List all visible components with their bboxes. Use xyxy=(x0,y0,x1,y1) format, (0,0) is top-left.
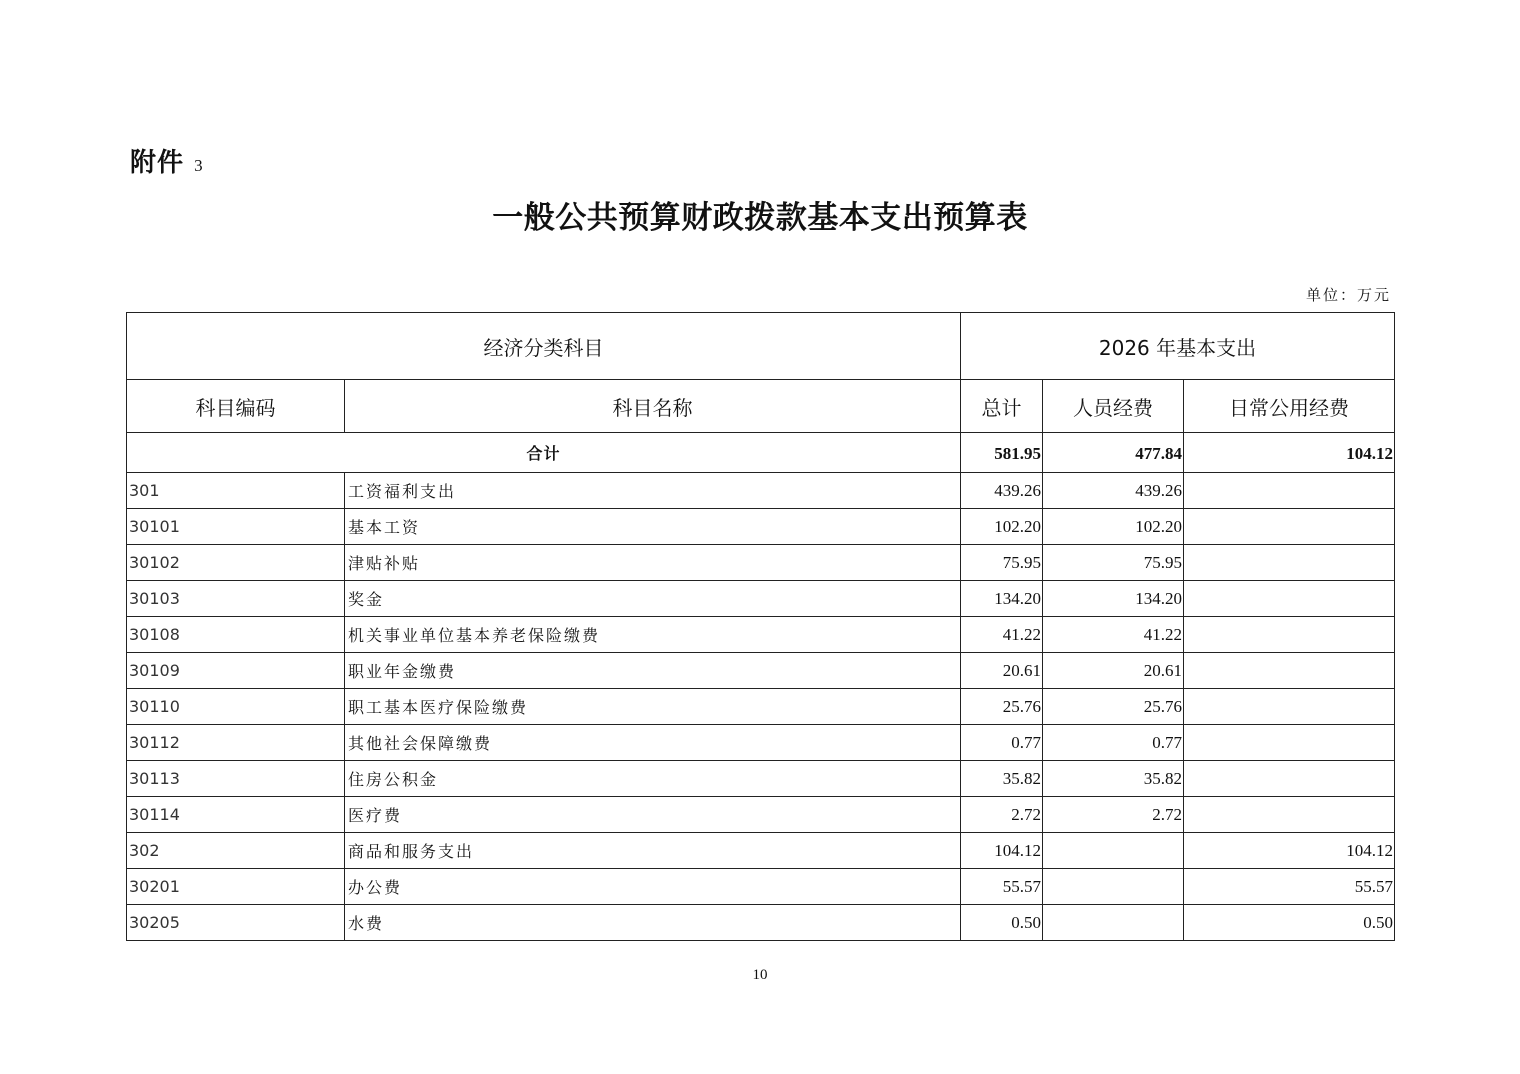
row-code: 30112 xyxy=(127,725,345,761)
row-public xyxy=(1184,617,1395,653)
header-basic-expenditure: 2026 年基本支出 xyxy=(961,313,1395,380)
row-code: 30114 xyxy=(127,797,345,833)
row-personnel: 75.95 xyxy=(1043,545,1184,581)
total-personnel: 477.84 xyxy=(1043,433,1184,473)
row-name: 职工基本医疗保险缴费 xyxy=(345,689,961,725)
row-personnel: 2.72 xyxy=(1043,797,1184,833)
row-code: 30102 xyxy=(127,545,345,581)
row-public: 55.57 xyxy=(1184,869,1395,905)
row-public xyxy=(1184,797,1395,833)
table-row xyxy=(127,617,1395,653)
row-personnel xyxy=(1043,905,1184,941)
row-public xyxy=(1184,473,1395,509)
column-header-personnel: 人员经费 xyxy=(1043,380,1184,433)
row-public xyxy=(1184,545,1395,581)
table-row xyxy=(127,545,1395,581)
row-name: 津贴补贴 xyxy=(345,545,961,581)
total-public: 104.12 xyxy=(1184,433,1395,473)
table-row xyxy=(127,653,1395,689)
header-row-columns xyxy=(127,380,1395,433)
attachment-text: 附件 xyxy=(130,148,185,178)
row-personnel xyxy=(1043,833,1184,869)
row-public xyxy=(1184,761,1395,797)
row-personnel xyxy=(1043,869,1184,905)
row-total: 134.20 xyxy=(961,581,1043,617)
row-public: 104.12 xyxy=(1184,833,1395,869)
row-total: 75.95 xyxy=(961,545,1043,581)
row-personnel: 439.26 xyxy=(1043,473,1184,509)
row-personnel: 0.77 xyxy=(1043,725,1184,761)
row-public: 0.50 xyxy=(1184,905,1395,941)
row-code: 30103 xyxy=(127,581,345,617)
table-row xyxy=(127,725,1395,761)
row-public xyxy=(1184,509,1395,545)
row-name: 职业年金缴费 xyxy=(345,653,961,689)
table-row xyxy=(127,581,1395,617)
row-name: 办公费 xyxy=(345,869,961,905)
row-total: 439.26 xyxy=(961,473,1043,509)
header-economic-classification: 经济分类科目 xyxy=(127,313,961,380)
row-name: 住房公积金 xyxy=(345,761,961,797)
table-row xyxy=(127,797,1395,833)
table-row xyxy=(127,905,1395,941)
row-code: 301 xyxy=(127,473,345,509)
row-code: 30205 xyxy=(127,905,345,941)
row-name: 医疗费 xyxy=(345,797,961,833)
row-public xyxy=(1184,653,1395,689)
table-row xyxy=(127,833,1395,869)
row-total: 35.82 xyxy=(961,761,1043,797)
row-name: 基本工资 xyxy=(345,509,961,545)
row-name: 商品和服务支出 xyxy=(345,833,961,869)
total-label: 合计 xyxy=(127,433,961,473)
row-name: 水费 xyxy=(345,905,961,941)
row-public xyxy=(1184,725,1395,761)
row-total: 104.12 xyxy=(961,833,1043,869)
attachment-number: 3 xyxy=(194,156,204,175)
row-name: 奖金 xyxy=(345,581,961,617)
table-row xyxy=(127,473,1395,509)
table-row xyxy=(127,761,1395,797)
page-number: 10 xyxy=(752,967,768,983)
row-total: 20.61 xyxy=(961,653,1043,689)
row-code: 302 xyxy=(127,833,345,869)
column-header-public: 日常公用经费 xyxy=(1184,380,1395,433)
row-personnel: 102.20 xyxy=(1043,509,1184,545)
row-personnel: 41.22 xyxy=(1043,617,1184,653)
row-code: 30113 xyxy=(127,761,345,797)
table-row xyxy=(127,689,1395,725)
row-public xyxy=(1184,689,1395,725)
row-name: 其他社会保障缴费 xyxy=(345,725,961,761)
total-sum: 581.95 xyxy=(961,433,1043,473)
attachment-label xyxy=(130,142,205,179)
row-code: 30109 xyxy=(127,653,345,689)
table-row xyxy=(127,509,1395,545)
column-header-name: 科目名称 xyxy=(345,380,961,433)
row-code: 30101 xyxy=(127,509,345,545)
header-row-group xyxy=(127,313,1395,380)
total-row xyxy=(127,433,1395,473)
page-title: 一般公共预算财政拨款基本支出预算表 xyxy=(492,200,1028,236)
row-personnel: 35.82 xyxy=(1043,761,1184,797)
row-code: 30108 xyxy=(127,617,345,653)
row-public xyxy=(1184,581,1395,617)
budget-table xyxy=(126,312,1395,941)
unit-label: 单位：万元 xyxy=(1305,286,1391,304)
row-total: 41.22 xyxy=(961,617,1043,653)
row-personnel: 20.61 xyxy=(1043,653,1184,689)
row-personnel: 25.76 xyxy=(1043,689,1184,725)
table-row xyxy=(127,869,1395,905)
row-total: 55.57 xyxy=(961,869,1043,905)
row-code: 30201 xyxy=(127,869,345,905)
row-total: 102.20 xyxy=(961,509,1043,545)
column-header-total: 总计 xyxy=(961,380,1043,433)
row-total: 0.50 xyxy=(961,905,1043,941)
row-code: 30110 xyxy=(127,689,345,725)
row-personnel: 134.20 xyxy=(1043,581,1184,617)
row-total: 0.77 xyxy=(961,725,1043,761)
row-name: 工资福利支出 xyxy=(345,473,961,509)
row-total: 25.76 xyxy=(961,689,1043,725)
row-name: 机关事业单位基本养老保险缴费 xyxy=(345,617,961,653)
column-header-code: 科目编码 xyxy=(127,380,345,433)
row-total: 2.72 xyxy=(961,797,1043,833)
